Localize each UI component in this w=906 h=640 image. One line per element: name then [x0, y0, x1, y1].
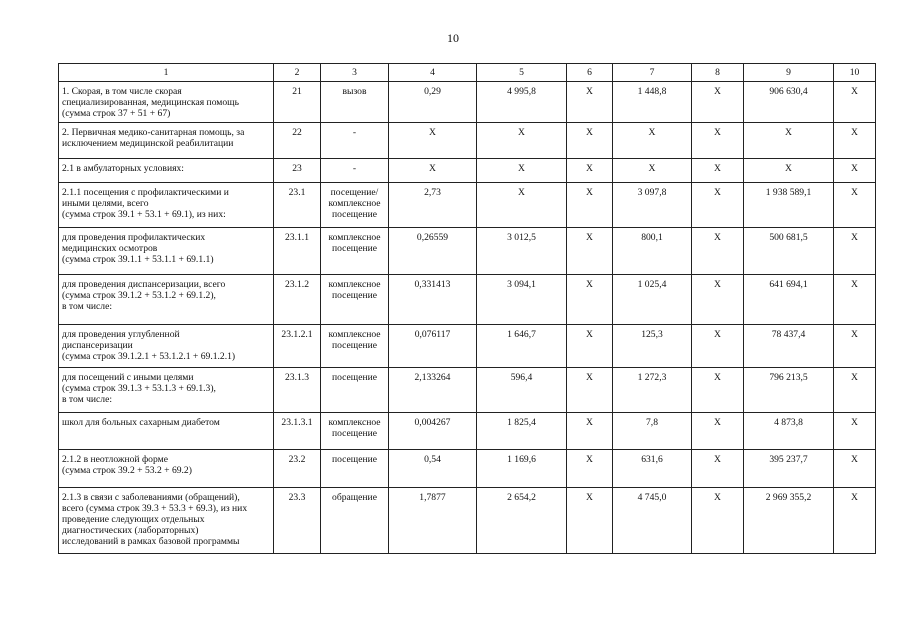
- cell-col-7: 1 025,4: [613, 275, 692, 325]
- cell-line: школ для больных сахарным диабетом: [62, 417, 220, 428]
- cell-col-3: [321, 325, 389, 368]
- cell-col-3: [321, 275, 389, 325]
- cell-col-4: X: [389, 123, 477, 159]
- cell-line: 2.1.1 посещения с профилактическими и: [62, 187, 229, 198]
- cell-line: исключением медицинской реабилитации: [62, 138, 234, 149]
- cell-line: медицинских осмотров: [62, 243, 158, 254]
- cell-col-3: [321, 123, 389, 159]
- cell-col-6: X: [567, 183, 613, 228]
- cell-col-2: 23.1.2.1: [274, 325, 321, 368]
- cell-col-4: 0,26559: [389, 228, 477, 275]
- cell-col-4: 2,133264: [389, 368, 477, 413]
- cell-col-6: X: [567, 450, 613, 488]
- cell-line: диспансеризации: [62, 340, 133, 351]
- table-row: [59, 368, 876, 413]
- cell-col-4: 0,54: [389, 450, 477, 488]
- cell-col-4: 0,331413: [389, 275, 477, 325]
- cell-col-8: X: [692, 183, 744, 228]
- cell-col-7: 1 272,3: [613, 368, 692, 413]
- cell-col-5: 1 646,7: [477, 325, 567, 368]
- table-row: [59, 82, 876, 123]
- cell-col-2: 23.1: [274, 183, 321, 228]
- page-number: 10: [447, 31, 459, 45]
- cell-col-8: X: [692, 82, 744, 123]
- cell-col-5: 3 094,1: [477, 275, 567, 325]
- cell-line: комплексное: [328, 198, 381, 209]
- cell-col-9: 500 681,5: [744, 228, 834, 275]
- cell-col-7: X: [613, 123, 692, 159]
- cell-col-6: X: [567, 123, 613, 159]
- cell-col-10: X: [834, 488, 876, 554]
- cell-line: (сумма строк 39.1.2.1 + 53.1.2.1 + 69.1.2.1): [62, 351, 236, 362]
- cell-line: посещение: [332, 243, 377, 254]
- cell-col-2: 23.1.2: [274, 275, 321, 325]
- cell-line: для проведения диспансеризации, всего: [62, 279, 226, 290]
- column-header: 8: [692, 64, 744, 82]
- data-table: [58, 63, 876, 554]
- cell-col-2: 23.2: [274, 450, 321, 488]
- cell-col-7: 4 745,0: [613, 488, 692, 554]
- cell-col-9: X: [744, 159, 834, 183]
- cell-col-10: X: [834, 413, 876, 450]
- cell-line: посещение: [332, 454, 377, 465]
- cell-line: для посещений с иными целями: [62, 372, 194, 383]
- cell-col-7: 631,6: [613, 450, 692, 488]
- cell-col-7: X: [613, 159, 692, 183]
- cell-col-9: 1 938 589,1: [744, 183, 834, 228]
- cell-col-8: X: [692, 368, 744, 413]
- cell-col-5: 596,4: [477, 368, 567, 413]
- cell-col-3: [321, 450, 389, 488]
- cell-col-7: 7,8: [613, 413, 692, 450]
- cell-col-4: 2,73: [389, 183, 477, 228]
- column-header: 1: [59, 64, 274, 82]
- cell-col-9: X: [744, 123, 834, 159]
- cell-col-3: [321, 488, 389, 554]
- cell-line: комплексное: [328, 232, 381, 243]
- cell-col-3: [321, 159, 389, 183]
- cell-line: в том числе:: [62, 394, 113, 405]
- table-row: [59, 183, 876, 228]
- cell-col-10: X: [834, 159, 876, 183]
- cell-line: (сумма строк 39.1.3 + 53.1.3 + 69.1.3),: [62, 383, 216, 394]
- cell-line: для проведения профилактических: [62, 232, 206, 243]
- cell-col-8: X: [692, 228, 744, 275]
- cell-col-10: X: [834, 228, 876, 275]
- cell-col-5: 1 169,6: [477, 450, 567, 488]
- cell-col-3: [321, 368, 389, 413]
- cell-line: (сумма строк 39.1.1 + 53.1.1 + 69.1.1): [62, 254, 214, 265]
- cell-col-2: 22: [274, 123, 321, 159]
- cell-line: для проведения углубленной: [62, 329, 180, 340]
- cell-col-1: [59, 275, 274, 325]
- cell-col-5: 2 654,2: [477, 488, 567, 554]
- cell-col-5: X: [477, 123, 567, 159]
- cell-col-7: 3 097,8: [613, 183, 692, 228]
- column-header: 7: [613, 64, 692, 82]
- cell-line: посещение/: [330, 187, 379, 198]
- cell-line: в том числе:: [62, 301, 113, 312]
- cell-col-10: X: [834, 325, 876, 368]
- cell-col-10: X: [834, 183, 876, 228]
- cell-col-10: X: [834, 82, 876, 123]
- table-row: [59, 450, 876, 488]
- cell-col-8: X: [692, 450, 744, 488]
- cell-col-1: [59, 228, 274, 275]
- cell-line: посещение: [332, 290, 377, 301]
- cell-col-9: 78 437,4: [744, 325, 834, 368]
- column-header: 9: [744, 64, 834, 82]
- cell-line: посещение: [332, 340, 377, 351]
- cell-line: 2.1 в амбулаторных условиях:: [62, 163, 184, 174]
- cell-col-10: X: [834, 450, 876, 488]
- cell-line: 2.1.2 в неотложной форме: [62, 454, 168, 465]
- cell-col-4: 0,29: [389, 82, 477, 123]
- cell-line: комплексное: [328, 279, 381, 290]
- cell-col-5: 4 995,8: [477, 82, 567, 123]
- header-row: [59, 64, 876, 82]
- cell-col-10: X: [834, 368, 876, 413]
- cell-col-1: [59, 82, 274, 123]
- cell-col-6: X: [567, 228, 613, 275]
- cell-line: специализированная, медицинская помощь: [62, 97, 239, 108]
- cell-col-3: [321, 82, 389, 123]
- cell-col-9: 2 969 355,2: [744, 488, 834, 554]
- cell-col-8: X: [692, 159, 744, 183]
- cell-col-5: 1 825,4: [477, 413, 567, 450]
- cell-col-2: 21: [274, 82, 321, 123]
- cell-col-5: X: [477, 159, 567, 183]
- cell-line: вызов: [342, 86, 367, 97]
- cell-col-7: 800,1: [613, 228, 692, 275]
- cell-col-6: X: [567, 82, 613, 123]
- column-header: 10: [834, 64, 876, 82]
- cell-line: обращение: [332, 492, 377, 503]
- cell-col-9: 906 630,4: [744, 82, 834, 123]
- cell-col-7: 1 448,8: [613, 82, 692, 123]
- cell-line: исследований в рамках базовой программы: [62, 536, 240, 547]
- cell-col-2: 23: [274, 159, 321, 183]
- cell-line: проведение следующих отдельных: [62, 514, 205, 525]
- cell-col-1: [59, 183, 274, 228]
- cell-line: -: [352, 127, 357, 138]
- cell-col-4: X: [389, 159, 477, 183]
- cell-col-9: 796 213,5: [744, 368, 834, 413]
- cell-col-2: 23.3: [274, 488, 321, 554]
- cell-col-8: X: [692, 275, 744, 325]
- cell-col-6: X: [567, 368, 613, 413]
- cell-col-1: [59, 450, 274, 488]
- cell-line: 2. Первичная медико-санитарная помощь, за: [62, 127, 245, 138]
- cell-col-4: 1,7877: [389, 488, 477, 554]
- cell-col-5: X: [477, 183, 567, 228]
- cell-col-6: X: [567, 413, 613, 450]
- cell-col-1: [59, 488, 274, 554]
- cell-col-8: X: [692, 325, 744, 368]
- table-row: [59, 159, 876, 183]
- cell-line: 2.1.3 в связи с заболеваниями (обращений),: [62, 492, 240, 503]
- cell-line: диагностических (лабораторных): [62, 525, 199, 536]
- cell-line: посещение: [332, 209, 377, 220]
- cell-col-6: X: [567, 325, 613, 368]
- column-header: 5: [477, 64, 567, 82]
- cell-col-3: [321, 413, 389, 450]
- cell-line: комплексное: [328, 329, 381, 340]
- cell-line: (сумма строк 37 + 51 + 67): [62, 108, 171, 119]
- cell-col-8: X: [692, 488, 744, 554]
- cell-col-9: 4 873,8: [744, 413, 834, 450]
- cell-line: посещение: [332, 372, 377, 383]
- cell-line: иными целями, всего: [62, 198, 149, 209]
- cell-line: комплексное: [328, 417, 381, 428]
- cell-col-4: 0,004267: [389, 413, 477, 450]
- table-row: [59, 275, 876, 325]
- table-row: [59, 123, 876, 159]
- table-row: [59, 413, 876, 450]
- cell-col-1: [59, 368, 274, 413]
- cell-col-5: 3 012,5: [477, 228, 567, 275]
- cell-col-8: X: [692, 413, 744, 450]
- cell-col-10: X: [834, 123, 876, 159]
- table-row: [59, 228, 876, 275]
- cell-col-1: [59, 413, 274, 450]
- cell-col-2: 23.1.1: [274, 228, 321, 275]
- cell-line: -: [352, 163, 357, 174]
- cell-col-8: X: [692, 123, 744, 159]
- cell-col-2: 23.1.3: [274, 368, 321, 413]
- cell-col-10: X: [834, 275, 876, 325]
- column-header: 2: [274, 64, 321, 82]
- column-header: 4: [389, 64, 477, 82]
- cell-col-2: 23.1.3.1: [274, 413, 321, 450]
- column-header: 6: [567, 64, 613, 82]
- cell-col-3: [321, 183, 389, 228]
- cell-line: (сумма строк 39.1.2 + 53.1.2 + 69.1.2),: [62, 290, 216, 301]
- column-header: 3: [321, 64, 389, 82]
- cell-col-6: X: [567, 488, 613, 554]
- cell-col-1: [59, 325, 274, 368]
- cell-line: (сумма строк 39.2 + 53.2 + 69.2): [62, 465, 192, 476]
- cell-col-6: X: [567, 159, 613, 183]
- cell-col-9: 641 694,1: [744, 275, 834, 325]
- cell-col-3: [321, 228, 389, 275]
- cell-col-6: X: [567, 275, 613, 325]
- cell-line: (сумма строк 39.1 + 53.1 + 69.1), из них:: [62, 209, 226, 220]
- cell-col-1: [59, 123, 274, 159]
- cell-col-1: [59, 159, 274, 183]
- cell-line: 1. Скорая, в том числе скорая: [62, 86, 182, 97]
- cell-line: всего (сумма строк 39.3 + 53.3 + 69.3), из них: [62, 503, 248, 514]
- cell-line: посещение: [332, 428, 377, 439]
- table-row: [59, 325, 876, 368]
- cell-col-7: 125,3: [613, 325, 692, 368]
- cell-col-4: 0,076117: [389, 325, 477, 368]
- table-row: [59, 488, 876, 554]
- cell-col-9: 395 237,7: [744, 450, 834, 488]
